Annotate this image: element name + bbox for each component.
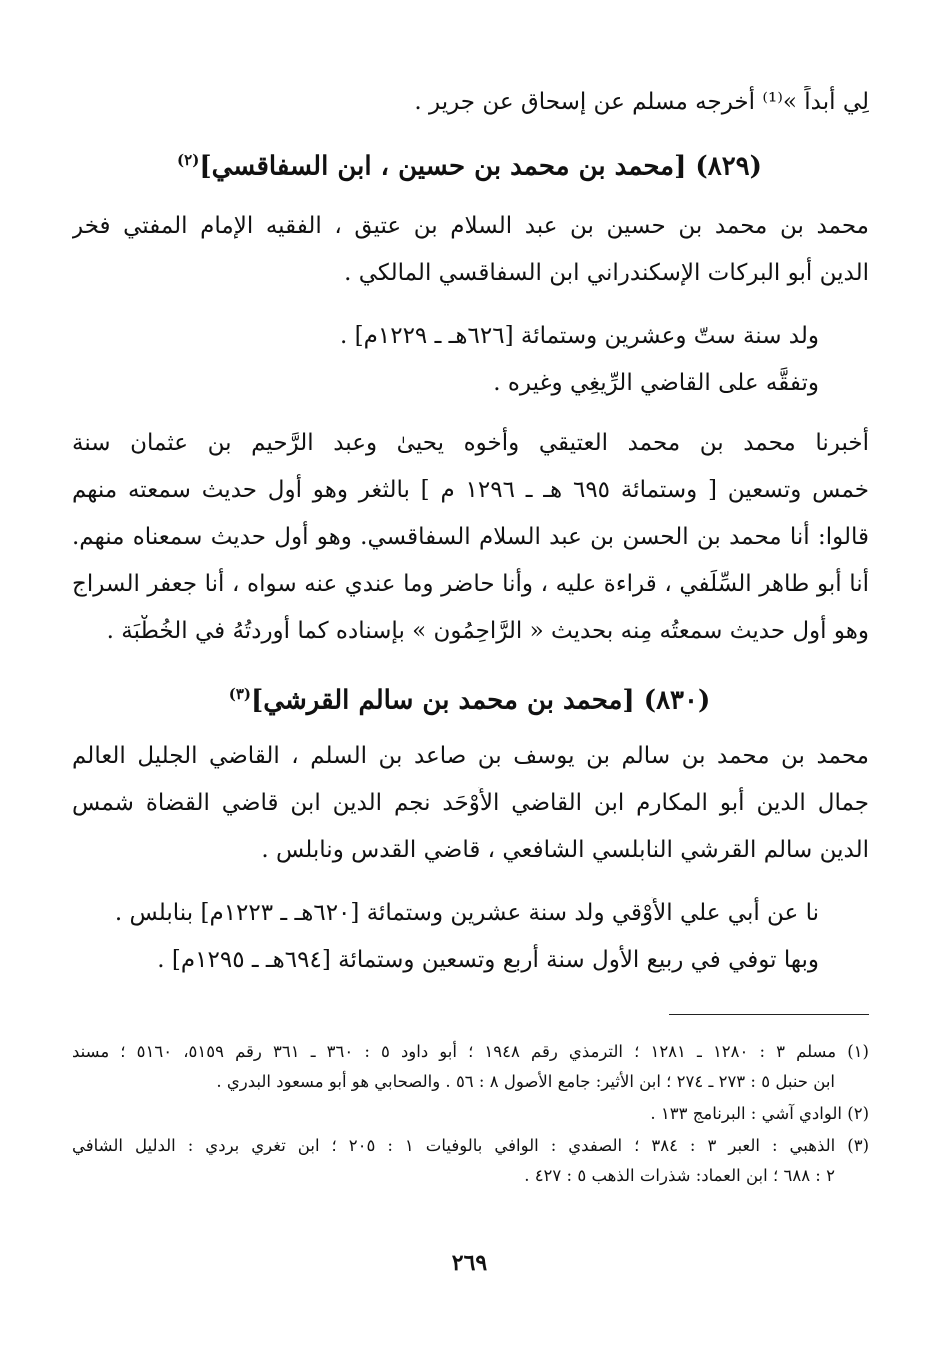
footnote-3-line-2: ٢ : ٦٨٨ ؛ ابن العماد: شذرات الذهب ٥ : ٤٢٧ . [524, 1166, 835, 1185]
footnote-1-line-2: ابن حنبل ٥ : ٢٧٣ ـ ٢٧٤ ؛ ابن الأثير: جامع الأصول ٨ : ٥٦ . والصحابي هو أبو مسعود البدري . [216, 1072, 835, 1091]
entry-830-title: (٨٣٠) [محمد بن محمد بن سالم القرشي] [250, 685, 711, 716]
entry-829-title: (٨٢٩) [محمد بن محمد بن حسين ، ابن السفاقسي] [199, 151, 762, 182]
entry-829-line-4: وتفقَّه على القاضي الرِّيغِي وغيره . [493, 370, 819, 396]
entry-829-line-1: محمد بن محمد بن حسين بن عبد السلام بن عتيق ، الفقيه الإمام المفتي فخر [72, 213, 869, 239]
page-number: ٢٦٩ [451, 1250, 488, 1276]
continuation-line: لِي أبداً »⁽¹⁾ أخرجه مسلم عن إسحاق عن جرير . [414, 89, 869, 115]
entry-830-footnote-ref: (٣) [228, 685, 251, 703]
entry-829-heading [0, 142, 939, 185]
footnote-3-line-1: (٣) الذهبي : العبر ٣ : ٣٨٤ ؛ الصفدي : الوافي بالوفيات ١ : ٢٠٥ ؛ ابن تغري بردي : الدليل الشافي [72, 1136, 869, 1155]
entry-829-line-2: الدين أبو البركات الإسكندراني ابن السفاقسي المالكي . [344, 260, 869, 286]
entry-829-line-8: أنا أبو طاهر السِّلَفي ، قراءة عليه ، وأنا حاضر وما عندي عنه سواه ، أنا جعفر السراج [72, 571, 869, 597]
entry-830-line-4: نا عن أبي علي الأَوْقي ولد سنة عشرين وستمائة [٦٢٠هـ ـ ١٢٢٣م] بنابلس . [114, 900, 819, 926]
entry-829-line-9: وهو أول حديث سمعتُه مِنه بحديث « الرَّاحِمُون » بإسناده كما أوردتُهُ في الخُطْبَة . [106, 618, 869, 644]
entry-830-line-3: الدين سالم القرشي النابلسي الشافعي ، قاضي القدس ونابلس . [261, 837, 869, 863]
entry-829-line-6: خمس وتسعين [ وستمائة ٦٩٥ هـ ـ ١٢٩٦ م ] بالثغر وهو أول حديث سمعته منهم [72, 477, 869, 503]
entry-830-line-1: محمد بن محمد بن سالم بن يوسف بن صاعد بن السلم ، القاضي الجليل العالم [72, 743, 869, 769]
footnote-2: (٢) الوادي آشي : البرنامج ١٣٣ . [650, 1104, 869, 1123]
entry-830-heading [0, 676, 939, 719]
entry-830-line-5: وبها توفي في ربيع الأول سنة أربع وتسعين وستمائة [٦٩٤هـ ـ ١٢٩٥م] . [157, 947, 819, 973]
entry-829-line-5: أخبرنا محمد بن محمد العتيقي وأخوه يحيىٰ وعبد الرَّحيم بن عثمان سنة [72, 430, 869, 456]
entry-829-line-7: قالوا: أنا محمد بن الحسن بن عبد السلام السفاقسي. وهو أول حديث سمعناه منهم. [72, 524, 869, 550]
footnote-1-line-1: (١) مسلم ٣ : ١٢٨٠ ـ ١٢٨١ ؛ الترمذي رقم ١٩٤٨ ؛ أبو داود ٥ : ٣٦٠ ـ ٣٦١ رقم ٥١٥٩، ٥١٦٠ ؛ مسند [72, 1042, 869, 1061]
footnote-separator [669, 1014, 869, 1015]
entry-829-footnote-ref: (٢) [177, 151, 200, 169]
entry-829-line-3: ولد سنة ستّ وعشرين وستمائة [٦٢٦هـ ـ ١٢٢٩م] . [340, 323, 819, 349]
entry-830-line-2: جمال الدين أبو المكارم ابن القاضي الأَوْحَد نجم الدين ابن قاضي القضاة شمس [72, 790, 869, 816]
